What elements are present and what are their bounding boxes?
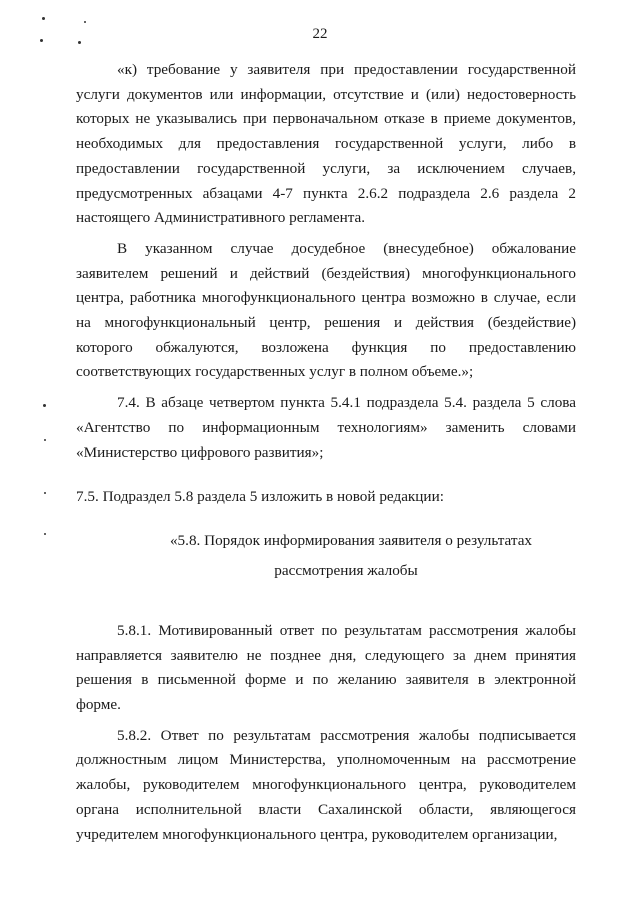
paragraph-k: «к) требование у заявителя при предоставлении государственной услуги документов или информации, отсутствие и (или) недостоверность которых не указывались при первоначальном отказе в приеме документов, необходимых для предоставления государственной услуги, либо в предоставлении государственной услуги, за исключением случаев, предусмотренных абзацами 4-7 пункта 2.6.2 подраздела 2.6 раздела 2 настоящего Административного регламента.	[76, 61, 576, 227]
paragraph-5-8-1: 5.8.1. Мотивированный ответ по результатам рассмотрения жалобы направляется заявителю не позднее дня, следующего за днем принятия решения в письменной форме и по желанию заявителя в электронной форме.	[76, 621, 576, 714]
section-heading-line2: рассмотрения жалобы	[274, 561, 418, 579]
section-heading-line1: «5.8. Порядок информирования заявителя о результатах	[169, 531, 533, 549]
scan-speck	[43, 404, 46, 407]
paragraph-5-8-2: 5.8.2. Ответ по результатам рассмотрения жалобы подписывается должностным лицом Министерства, уполномоченным на рассмотрение жалобы, руководителем многофункционального центра, руководителем органа исполнительной власти Сахалинской области, являющегося учредителем многофункционального центра, руководителем организации,	[76, 726, 576, 843]
scan-speck	[78, 41, 81, 44]
scan-speck	[44, 439, 46, 441]
scan-speck	[44, 533, 46, 535]
scan-speck	[42, 17, 45, 20]
section-heading	[76, 526, 576, 586]
paragraph-appeal: В указанном случае досудебное (внесудебное) обжалование заявителем решений и действий (бездействия) многофункционального центра, работника многофункционального центра возможно в случае, если на многофункциональный центр, решения и действия (бездействие) которого обжалуются, возложена функция по предоставлению соответствующих государственных услуг в полном объеме.»;	[76, 239, 576, 381]
scan-speck	[40, 39, 43, 42]
scan-speck	[84, 21, 86, 23]
paragraph-7-5: 7.5. Подраздел 5.8 раздела 5 изложить в новой редакции:	[76, 488, 444, 506]
document-body	[76, 58, 576, 847]
paragraph-7-4: 7.4. В абзаце четвертом пункта 5.4.1 подраздела 5.4. раздела 5 слова «Агентство по информационным технологиям» заменить словами «Министерство цифрового развития»;	[76, 394, 576, 461]
scan-speck	[44, 492, 46, 494]
page-number: 22	[312, 26, 328, 42]
